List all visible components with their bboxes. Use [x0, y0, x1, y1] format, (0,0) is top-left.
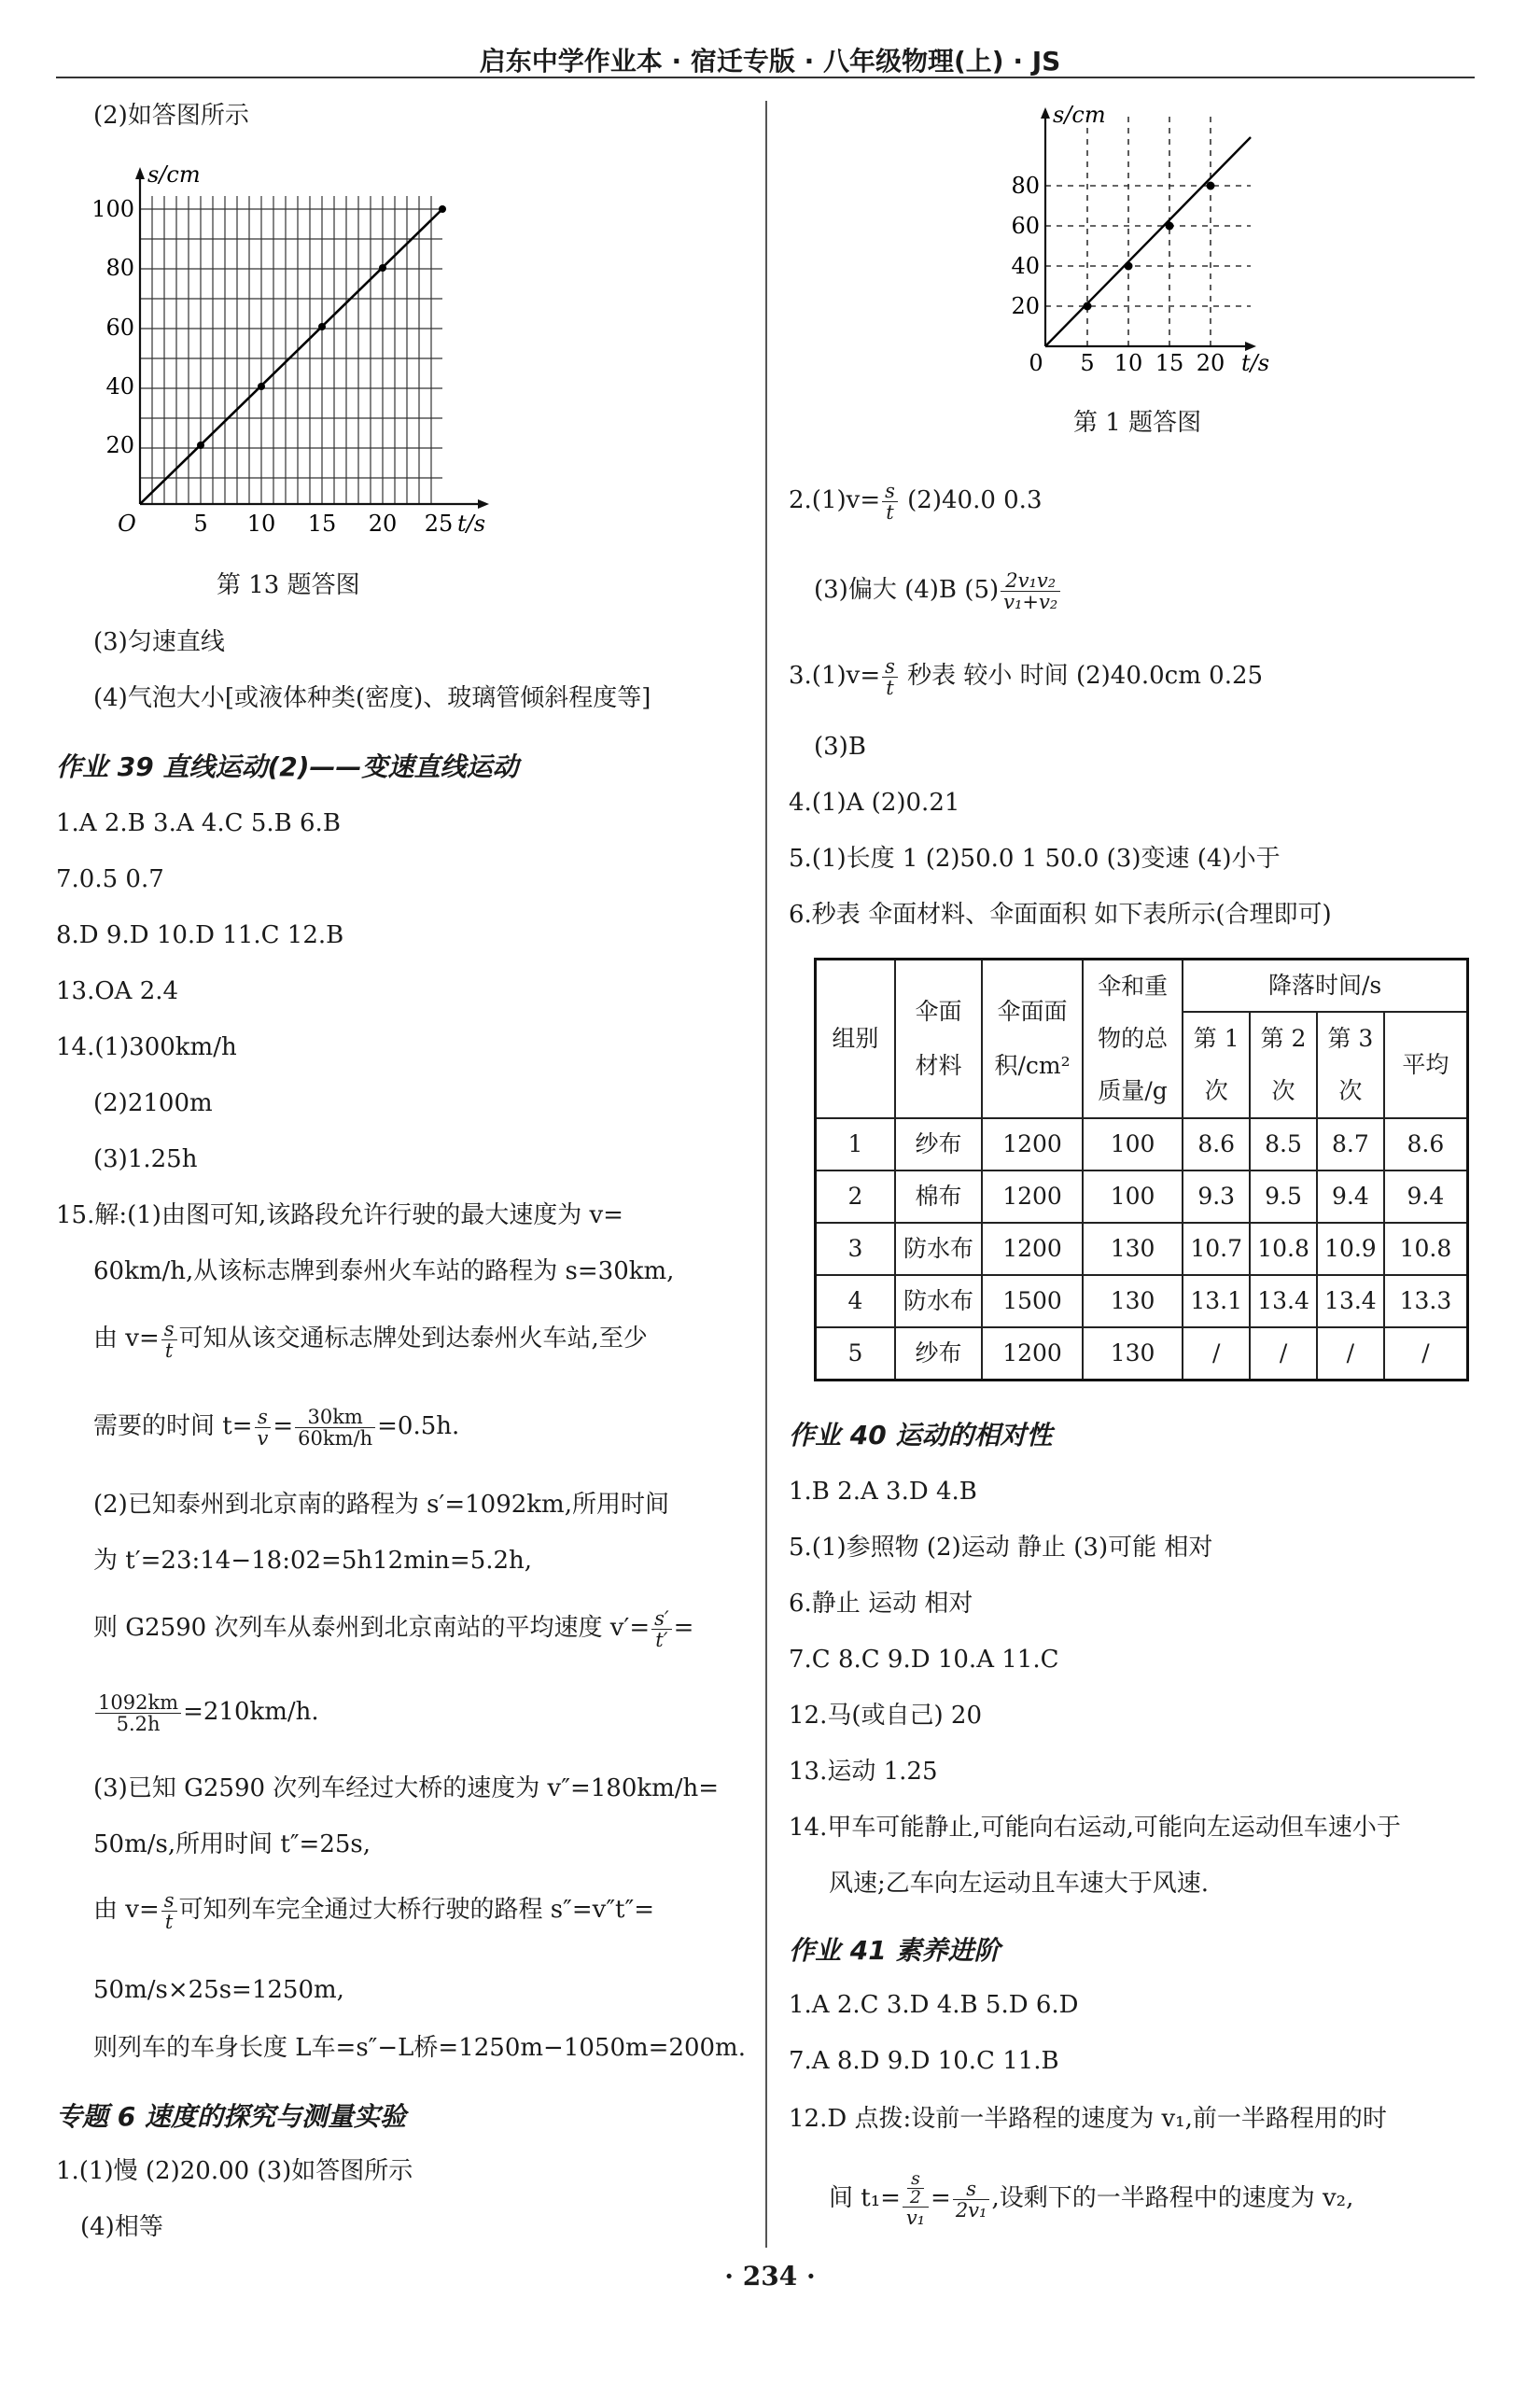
graph13-xlabel: t/s — [457, 511, 486, 537]
fraction: $\frac{s'}{t'}$ — [651, 1608, 672, 1650]
fraction: $\frac{s}{v}$ — [255, 1407, 272, 1449]
fraction: $\frac{s}{t}$ — [161, 1319, 177, 1361]
answer-line: 2.(1)v= $\frac{s}{t}$ (2)40.0 0.3 — [789, 479, 1043, 524]
table-row: 3 防水布 1200 130 10.7 10.8 10.9 10.8 — [816, 1223, 1468, 1275]
answer-line: 风速;乙车向左运动且车速大于风速. — [829, 1870, 1210, 1898]
fraction: $\frac{1092km}{5.2h}$ — [95, 1692, 181, 1734]
graph1-ytick: 40 — [1011, 253, 1040, 279]
q15-line: (3)已知 G2590 次列车经过大桥的速度为 v″=180km/h= — [93, 1774, 720, 1802]
graph13-ytick: 60 — [105, 315, 134, 341]
table-row: 2 棉布 1200 100 9.3 9.5 9.4 9.4 — [816, 1170, 1468, 1223]
answer-line: 5.(1)参照物 (2)运动 静止 (3)可能 相对 — [789, 1534, 1213, 1562]
table-header: 第 2 次 — [1250, 1012, 1317, 1118]
graph13-xtick: 10 — [246, 511, 276, 537]
graph13-xtick: 20 — [368, 511, 398, 537]
answer-line: 6.静止 运动 相对 — [789, 1590, 973, 1618]
q13-part2: (2)如答图所示 — [93, 102, 249, 130]
table-header: 组别 — [816, 960, 895, 1119]
section-39-title: 作业 39 直线运动(2)——变速直线运动 — [56, 751, 519, 782]
answer-line: 14.甲车可能静止,可能向右运动,可能向左运动但车速小于 — [789, 1814, 1401, 1842]
table-header: 平均 — [1384, 1012, 1468, 1118]
table-header: 第 1 次 — [1183, 1012, 1250, 1118]
answer-line: 12.D 点拨:设前一半路程的速度为 v₁,前一半路程用的时 — [789, 2105, 1387, 2133]
q15-line: 由 v= $\frac{s}{t}$ 可知列车完全通过大桥行驶的路程 s″=v″t″= — [93, 1888, 654, 1933]
q15-line: 需要的时间 t= $\frac{s}{v}$ = $\frac{30km}{60km/h}$ =0.5h. — [93, 1405, 460, 1450]
graph13-ytick: 80 — [105, 255, 134, 281]
column-divider — [765, 101, 767, 2248]
graph1-xtick: 10 — [1113, 350, 1143, 376]
answer-line: 间 t₁= $\frac{\frac{s}{2}}{\text{v₁}}$ = $\frac{s}{\text{2v₁}}$ ,设剩下的一半路程中的速度为 v₂, — [829, 2168, 1354, 2229]
q15-line: (2)已知泰州到北京南的路程为 s′=1092km,所用时间 — [93, 1491, 669, 1519]
graph13-grid — [140, 196, 442, 504]
graph1-xtick: 20 — [1196, 350, 1225, 376]
section-40-title: 作业 40 运动的相对性 — [789, 1420, 1053, 1451]
fraction: $\frac{30km}{60km/h}$ — [295, 1407, 375, 1449]
graph1-ytick: 20 — [1011, 293, 1040, 319]
answer-line: 1.A 2.B 3.A 4.C 5.B 6.B — [56, 809, 341, 837]
answer-line: 8.D 9.D 10.D 11.C 12.B — [56, 921, 344, 949]
graph1-xtick: 15 — [1155, 350, 1184, 376]
answer-line: 3.(1)v= $\frac{s}{t}$ 秒表 较小 时间 (2)40.0cm 0.25 — [789, 654, 1264, 699]
header-rule — [56, 77, 1475, 78]
graph1-origin: 0 — [1029, 350, 1043, 376]
table-header: 降落时间/s — [1183, 960, 1467, 1013]
answer-line: 7.A 8.D 9.D 10.C 11.B — [789, 2047, 1059, 2075]
graph1-ylabel: s/cm — [1053, 102, 1106, 128]
topic-6-title: 专题 6 速度的探究与测量实验 — [56, 2101, 406, 2132]
answer-line: (3)1.25h — [93, 1145, 198, 1173]
graph13-ylabel: s/cm — [147, 161, 201, 188]
answer-line: 7.C 8.C 9.D 10.A 11.C — [789, 1646, 1059, 1674]
graph13-ytick: 20 — [105, 432, 134, 458]
answer-line: 4.(1)A (2)0.21 — [789, 789, 960, 817]
fraction: $\frac{\text{2v₁v₂}}{\text{v₁+v₂}}$ — [1001, 570, 1060, 612]
fraction: $\frac{\frac{s}{2}}{\text{v₁}}$ — [903, 2170, 929, 2228]
answer-line: 12.马(或自己) 20 — [789, 1702, 982, 1730]
fraction: $\frac{s}{t}$ — [882, 481, 898, 523]
fraction: $\frac{s}{\text{2v₁}}$ — [953, 2179, 990, 2221]
graph1-ytick: 60 — [1011, 213, 1040, 239]
answer-line: 13.运动 1.25 — [789, 1758, 938, 1786]
graph-1 — [1011, 98, 1297, 378]
table-header: 伞面面 积/cm² — [982, 960, 1083, 1119]
graph13-xtick: 25 — [424, 511, 454, 537]
graph1-line — [1045, 137, 1251, 346]
graph13-xtick: 5 — [193, 511, 208, 537]
graph-13 — [93, 154, 504, 546]
answer-line: 1.A 2.C 3.D 4.B 5.D 6.D — [789, 1991, 1079, 2019]
answer-line: 13.OA 2.4 — [56, 977, 179, 1005]
page-header: 启东中学作业本 · 宿迁专版 · 八年级物理(上) · JS — [479, 46, 1061, 77]
graph13-ytick: 40 — [105, 373, 134, 400]
q13-part4: (4)气泡大小[或液体种类(密度)、玻璃管倾斜程度等] — [93, 684, 651, 712]
q13-part3: (3)匀速直线 — [93, 628, 225, 656]
table-header: 伞和重 物的总 质量/g — [1083, 960, 1183, 1119]
q15-line: 则 G2590 次列车从泰州到北京南站的平均速度 v′= $\frac{s'}{t'}$ = — [93, 1606, 694, 1651]
graph1-ytick: 80 — [1011, 173, 1040, 199]
parachute-table — [814, 958, 1469, 1381]
table-row: 4 防水布 1500 130 13.1 13.4 13.4 13.3 — [816, 1275, 1468, 1327]
answer-line: 7.0.5 0.7 — [56, 865, 164, 893]
answer-line: 14.(1)300km/h — [56, 1033, 237, 1061]
answer-line: 5.(1)长度 1 (2)50.0 1 50.0 (3)变速 (4)小于 — [789, 845, 1281, 873]
fraction: $\frac{s}{t}$ — [882, 656, 898, 698]
fraction: $\frac{s}{t}$ — [161, 1890, 177, 1932]
graph13-ytick: 100 — [91, 196, 134, 222]
section-41-title: 作业 41 素养进阶 — [789, 1935, 1001, 1966]
table-row: 5 纱布 1200 130 / / / / — [816, 1327, 1468, 1380]
q15-line: 则列车的车身长度 L车=s″−L桥=1250m−1050m=200m. — [93, 2034, 746, 2062]
q15-line: 由 v= $\frac{s}{t}$ 可知从该交通标志牌处到达泰州火车站,至少 — [93, 1317, 648, 1362]
answer-line: (4)相等 — [80, 2213, 163, 2241]
table-header: 第 3 次 — [1317, 1012, 1384, 1118]
answer-line: 6.秒表 伞面材料、伞面面积 如下表所示(合理即可) — [789, 901, 1332, 929]
q15-line: 50m/s×25s=1250m, — [93, 1976, 344, 2004]
q15-line: $\frac{1092km}{5.2h}$ =210km/h. — [93, 1688, 319, 1736]
q15-line: 15.解:(1)由图可知,该路段允许行驶的最大速度为 v= — [56, 1201, 623, 1229]
graph13-origin: O — [118, 511, 136, 537]
q15-line: 60km/h,从该标志牌到泰州火车站的路程为 s=30km, — [93, 1257, 675, 1285]
graph13-xtick: 15 — [307, 511, 337, 537]
answer-line: 1.(1)慢 (2)20.00 (3)如答图所示 — [56, 2157, 413, 2185]
answer-line: 1.B 2.A 3.D 4.B — [789, 1478, 977, 1506]
graph13-line — [140, 209, 442, 504]
answer-line: (2)2100m — [93, 1089, 213, 1117]
graph1-xtick: 5 — [1080, 350, 1095, 376]
q15-line: 为 t′=23:14−18:02=5h12min=5.2h, — [93, 1547, 533, 1575]
graph1-points — [1084, 182, 1215, 311]
page-number: · 234 · — [724, 2261, 816, 2292]
graph1-caption: 第 1 题答图 — [1073, 409, 1202, 437]
answer-line: (3)B — [814, 733, 866, 761]
graph13-caption: 第 13 题答图 — [217, 571, 360, 599]
answer-line: (3)偏大 (4)B (5) $\frac{\text{2v₁v₂}}{\text{v₁+v₂}}$ — [814, 566, 1062, 614]
table-header: 伞面 材料 — [895, 960, 982, 1119]
graph1-xlabel: t/s — [1241, 350, 1270, 376]
q15-line: 50m/s,所用时间 t″=25s, — [93, 1830, 371, 1858]
table-row: 1 纱布 1200 100 8.6 8.5 8.7 8.6 — [816, 1118, 1468, 1170]
